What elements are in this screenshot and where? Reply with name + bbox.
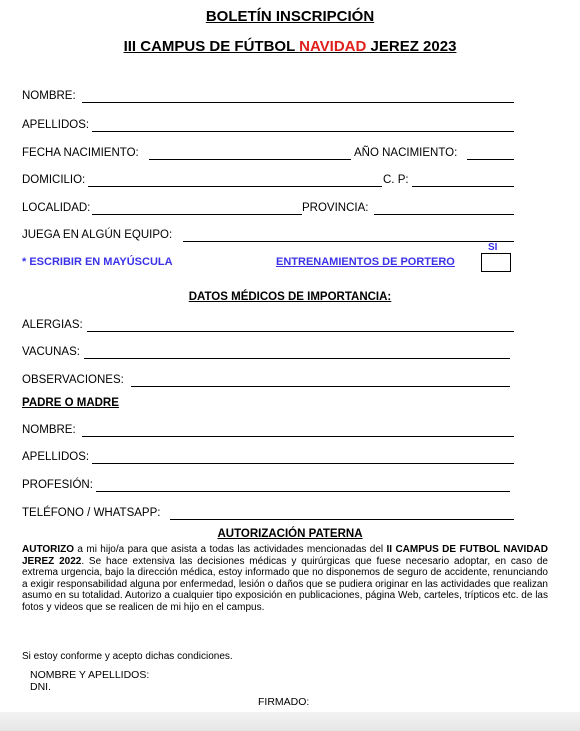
parent-apellidos-label: APELLIDOS:	[22, 451, 90, 463]
si-label: SI	[488, 242, 498, 253]
subtitle-part2: JEREZ 2023	[366, 38, 457, 55]
parent-nombre-line[interactable]	[82, 436, 514, 437]
dni-label: DNI.	[30, 681, 51, 693]
provincia-line[interactable]	[374, 214, 514, 215]
observaciones-line[interactable]	[131, 386, 510, 387]
alergias-label: ALERGIAS:	[22, 319, 83, 331]
portero-label: ENTRENAMIENTOS DE PORTERO	[276, 256, 455, 268]
ano-nacimiento-label: AÑO NACIMIENTO:	[354, 147, 458, 159]
fecha-nacimiento-label: FECHA NACIMIENTO:	[22, 147, 139, 159]
parent-nombre-label: NOMBRE:	[22, 424, 76, 436]
fecha-nacimiento-line[interactable]	[149, 159, 351, 160]
subtitle-part1: III CAMPUS DE FÚTBOL	[123, 38, 300, 55]
provincia-label: PROVINCIA:	[302, 202, 369, 214]
profesion-label: PROFESIÓN:	[22, 479, 93, 491]
nombre-label: NOMBRE:	[22, 90, 76, 102]
medical-title: DATOS MÉDICOS DE IMPORTANCIA:	[188, 291, 392, 303]
portero-checkbox[interactable]	[481, 253, 511, 272]
telefono-line[interactable]	[170, 519, 514, 520]
autorizo-bold: AUTORIZO	[22, 544, 75, 555]
localidad-label: LOCALIDAD:	[22, 202, 91, 214]
juega-equipo-line[interactable]	[183, 241, 514, 242]
apellidos-line[interactable]	[92, 131, 514, 132]
authorization-text	[22, 544, 548, 613]
domicilio-label: DOMICILIO:	[22, 174, 86, 186]
vacunas-line[interactable]	[84, 358, 510, 359]
signature-name-label: NOMBRE Y APELLIDOS:	[30, 669, 150, 681]
conforme-text: Si estoy conforme y acepto dichas condiciones.	[22, 651, 233, 662]
telefono-label: TELÉFONO / WHATSAPP:	[22, 507, 161, 519]
form-subtitle	[0, 38, 580, 55]
authorization-text-2: . Se hace extensiva las decisiones médicas y quirúrgicas que fuese necesario adoptar, en caso de extrema urgencia, bajo la dirección médica, estoy informado que no disponemos de seguro de accidente, renunciando a exigir responsabilidad alguna por enfermedad, lesión o daños que se pudiera originar en las actividades que realizan asumo en su totalidad. Autorizo a cualquier tipo exposición en publicaciones, página Web, carteles, trípticos etc. de las fotos y videos que se realicen de mi hijo en el campus.	[22, 555, 548, 613]
parent-apellidos-line[interactable]	[92, 463, 514, 464]
alergias-line[interactable]	[87, 331, 514, 332]
localidad-line[interactable]	[92, 214, 302, 215]
cp-line[interactable]	[412, 186, 514, 187]
ano-nacimiento-line[interactable]	[467, 159, 514, 160]
authorization-text-1: a mi hijo/a para que asista a todas las actividades mencionadas del	[74, 544, 387, 555]
firmado-label: FIRMADO:	[258, 696, 310, 708]
parent-title: PADRE O MADRE	[22, 397, 119, 409]
profesion-line[interactable]	[96, 491, 510, 492]
domicilio-line[interactable]	[88, 186, 382, 187]
authorization-title: AUTORIZACIÓN PATERNA	[217, 528, 363, 540]
page-bottom-edge	[0, 712, 580, 731]
apellidos-label: APELLIDOS:	[22, 119, 90, 131]
cp-label: C. P:	[383, 174, 409, 186]
campus-name-bold: II CAMPUS DE FUTBOL NAVIDAD JEREZ 2022	[22, 544, 549, 567]
subtitle-red-word: NAVIDAD	[299, 38, 367, 55]
observaciones-label: OBSERVACIONES:	[22, 374, 124, 386]
form-title: BOLETÍN INSCRIPCIÓN	[205, 8, 375, 25]
nombre-line[interactable]	[82, 102, 514, 103]
juega-equipo-label: JUEGA EN ALGÚN EQUIPO:	[22, 229, 173, 241]
vacunas-label: VACUNAS:	[22, 346, 80, 358]
mayuscula-note: * ESCRIBIR EN MAYÚSCULA	[22, 256, 173, 268]
